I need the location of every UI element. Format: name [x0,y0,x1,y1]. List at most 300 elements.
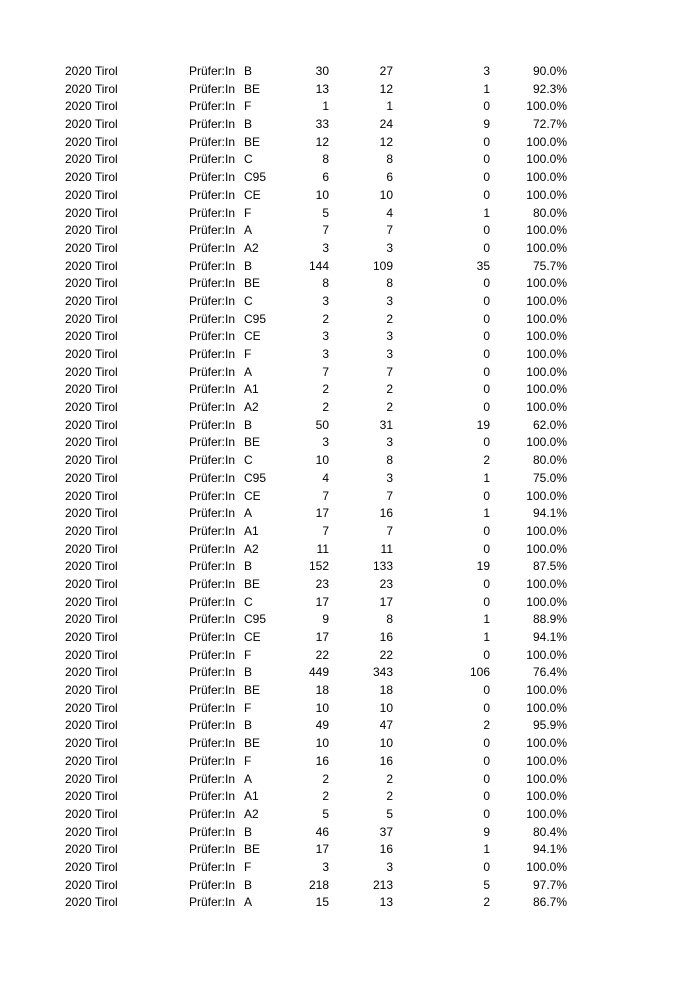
class-cell: BE [244,276,261,291]
rate-cell: 100.0% [526,806,567,821]
examiner-cell: Prüfer:In [189,152,236,167]
total-cell: 2 [322,382,329,397]
region-value: Tirol [94,117,118,132]
year-cell [65,222,118,240]
class-cell: C95 [244,612,267,627]
table-row [0,293,700,311]
table-row [0,381,700,399]
region-value: Tirol [94,877,118,892]
total-cell: 33 [315,117,329,132]
rate-cell: 94.1% [532,842,567,857]
rate-cell: 100.0% [526,293,567,308]
passed-cell: 3 [386,293,393,308]
total-cell: 2 [322,771,329,786]
year-cell [65,258,118,276]
year-value: 2020 [65,152,92,167]
rate-cell: 100.0% [526,170,567,185]
passed-cell: 47 [379,718,393,733]
class-cell: C [244,152,253,167]
failed-cell: 0 [483,134,490,149]
class-cell: B [244,718,253,733]
total-cell: 5 [322,806,329,821]
total-cell: 8 [322,152,329,167]
examiner-cell: Prüfer:In [189,81,236,96]
total-cell: 7 [322,523,329,538]
class-cell: F [244,859,252,874]
year-cell [65,98,118,116]
year-cell [65,629,118,647]
year-value: 2020 [65,240,92,255]
year-cell [65,611,118,629]
rate-cell: 100.0% [526,523,567,538]
examiner-cell: Prüfer:In [189,576,236,591]
class-cell: C [244,594,253,609]
passed-cell: 12 [379,134,393,149]
failed-cell: 5 [483,877,490,892]
table-row [0,169,700,187]
total-cell: 17 [315,630,329,644]
total-cell: 8 [322,276,329,291]
examiner-cell: Prüfer:In [189,718,236,733]
examiner-cell: Prüfer:In [189,559,236,574]
rate-cell: 100.0% [526,541,567,556]
class-cell: B [244,64,253,78]
failed-cell: 0 [483,329,490,344]
year-cell [65,346,118,364]
failed-cell: 35 [476,258,490,273]
passed-cell: 37 [379,824,393,839]
examiner-cell: Prüfer:In [189,293,236,308]
table-row [0,629,700,647]
rate-cell: 62.0% [532,417,567,432]
failed-cell: 2 [483,718,490,733]
total-cell: 2 [322,789,329,804]
failed-cell: 0 [483,400,490,415]
class-cell: C [244,293,253,308]
region-value: Tirol [94,771,118,786]
class-cell: C [244,453,253,468]
class-cell: F [244,347,252,361]
year-value: 2020 [65,683,92,698]
table-row [0,240,700,258]
examiner-cell: Prüfer:In [189,647,236,662]
examiner-cell: Prüfer:In [189,205,236,220]
year-cell [65,116,118,134]
passed-cell: 16 [379,506,393,521]
class-cell: F [244,700,252,715]
failed-cell: 2 [483,895,490,910]
year-cell [65,700,118,718]
examiner-cell: Prüfer:In [189,364,236,379]
rate-cell: 94.1% [532,630,567,644]
examiner-cell: Prüfer:In [189,877,236,892]
failed-cell: 0 [483,523,490,538]
region-value: Tirol [94,470,118,485]
passed-cell: 11 [380,541,393,556]
class-cell: F [244,205,252,220]
total-cell: 13 [315,81,329,96]
class-cell: BE [244,842,261,857]
year-value: 2020 [65,859,92,874]
year-value: 2020 [65,170,92,185]
total-cell: 17 [315,506,329,521]
failed-cell: 0 [483,311,490,326]
year-cell [65,576,118,594]
class-cell: CE [244,329,261,344]
year-cell [65,771,118,789]
class-cell: C95 [244,170,267,185]
failed-cell: 1 [483,842,490,857]
passed-cell: 3 [386,240,393,255]
year-cell [65,682,118,700]
class-cell: A1 [244,382,259,397]
total-cell: 22 [315,647,329,662]
class-cell: A1 [244,789,259,804]
class-cell: A2 [244,400,259,415]
region-value: Tirol [94,417,118,432]
region-value: Tirol [94,329,118,344]
region-value: Tirol [94,541,118,556]
total-cell: 144 [308,258,329,273]
region-value: Tirol [94,311,118,326]
year-value: 2020 [65,205,92,220]
failed-cell: 0 [483,647,490,662]
region-value: Tirol [94,152,118,167]
year-cell [65,594,118,612]
passed-cell: 13 [379,895,393,910]
year-cell [65,735,118,753]
region-value: Tirol [94,364,118,379]
passed-cell: 16 [379,753,393,768]
year-cell [65,187,118,205]
table-row [0,717,700,735]
failed-cell: 0 [483,187,490,202]
rate-cell: 100.0% [526,576,567,591]
region-value: Tirol [94,506,118,521]
failed-cell: 106 [469,665,490,680]
year-cell [65,293,118,311]
total-cell: 2 [322,400,329,415]
examiner-cell: Prüfer:In [189,859,236,874]
year-value: 2020 [65,347,92,361]
failed-cell: 0 [483,594,490,609]
examiner-cell: Prüfer:In [189,824,236,839]
rate-cell: 86.7% [532,895,567,910]
total-cell: 3 [322,347,329,361]
class-cell: A [244,364,253,379]
examiner-cell: Prüfer:In [189,117,236,132]
region-value: Tirol [94,842,118,857]
failed-cell: 0 [483,364,490,379]
failed-cell: 9 [483,824,490,839]
class-cell: BE [244,576,261,591]
failed-cell: 0 [483,789,490,804]
table-row [0,611,700,629]
year-value: 2020 [65,506,92,521]
year-value: 2020 [65,276,92,291]
failed-cell: 19 [476,417,490,432]
rate-cell: 100.0% [526,647,567,662]
year-value: 2020 [65,576,92,591]
rate-cell: 100.0% [526,240,567,255]
year-value: 2020 [65,700,92,715]
failed-cell: 1 [483,205,490,220]
passed-cell: 16 [379,630,393,644]
passed-cell: 24 [379,117,393,132]
year-cell [65,806,118,824]
table-row [0,311,700,329]
class-cell: CE [244,630,261,644]
class-cell: C95 [244,470,267,485]
passed-cell: 343 [372,665,393,680]
table-row [0,735,700,753]
year-cell [65,275,118,293]
table-row [0,346,700,364]
region-value: Tirol [94,559,118,574]
region-value: Tirol [94,523,118,538]
table-row [0,700,700,718]
class-cell: F [244,753,252,768]
rate-cell: 100.0% [526,134,567,149]
failed-cell: 0 [483,771,490,786]
failed-cell: 0 [483,753,490,768]
class-cell: B [244,877,253,892]
region-value: Tirol [94,205,118,220]
passed-cell: 5 [386,806,393,821]
total-cell: 152 [308,559,329,574]
year-cell [65,824,118,842]
passed-cell: 8 [386,612,393,627]
region-value: Tirol [94,806,118,821]
passed-cell: 3 [386,329,393,344]
year-cell [65,753,118,771]
examiner-cell: Prüfer:In [189,753,236,768]
examiner-cell: Prüfer:In [189,223,236,238]
total-cell: 10 [315,453,329,468]
table-row [0,488,700,506]
region-value: Tirol [94,453,118,468]
region-value: Tirol [94,736,118,751]
rate-cell: 100.0% [526,488,567,503]
table-row [0,682,700,700]
year-value: 2020 [65,134,92,149]
passed-cell: 10 [379,736,393,751]
class-cell: BE [244,134,261,149]
rate-cell: 100.0% [526,223,567,238]
region-value: Tirol [94,240,118,255]
table-row [0,470,700,488]
year-cell [65,81,118,99]
passed-cell: 213 [372,877,393,892]
total-cell: 15 [315,895,329,910]
total-cell: 2 [322,311,329,326]
rate-cell: 100.0% [526,311,567,326]
passed-cell: 3 [386,435,393,450]
passed-cell: 12 [379,81,393,96]
examiner-cell: Prüfer:In [189,382,236,397]
examiner-cell: Prüfer:In [189,895,236,910]
rate-cell: 80.4% [532,824,567,839]
table-row [0,134,700,152]
rate-cell: 97.7% [532,877,567,892]
rate-cell: 80.0% [532,205,567,220]
year-value: 2020 [65,736,92,751]
total-cell: 4 [322,470,329,485]
year-value: 2020 [65,647,92,662]
year-value: 2020 [65,842,92,857]
table-row [0,558,700,576]
passed-cell: 7 [386,523,393,538]
class-cell: A [244,895,253,910]
rate-cell: 100.0% [526,435,567,450]
region-value: Tirol [94,170,118,185]
region-value: Tirol [94,612,118,627]
examiner-cell: Prüfer:In [189,99,236,114]
total-cell: 49 [315,718,329,733]
examiner-cell: Prüfer:In [189,417,236,432]
year-cell [65,169,118,187]
rate-cell: 100.0% [526,753,567,768]
passed-cell: 7 [386,488,393,503]
year-value: 2020 [65,99,92,114]
table-row [0,859,700,877]
passed-cell: 31 [379,417,393,432]
passed-cell: 2 [386,400,393,415]
rate-cell: 100.0% [526,859,567,874]
class-cell: A1 [244,523,259,538]
total-cell: 17 [315,842,329,857]
examiner-cell: Prüfer:In [189,612,236,627]
examiner-cell: Prüfer:In [189,329,236,344]
passed-cell: 3 [386,470,393,485]
region-value: Tirol [94,824,118,839]
rate-cell: 87.5% [532,559,567,574]
year-value: 2020 [65,630,92,644]
failed-cell: 9 [483,117,490,132]
rate-cell: 100.0% [526,683,567,698]
class-cell: F [244,647,252,662]
year-value: 2020 [65,753,92,768]
total-cell: 6 [322,170,329,185]
table-row [0,505,700,523]
year-value: 2020 [65,718,92,733]
year-cell [65,664,118,682]
year-value: 2020 [65,223,92,238]
failed-cell: 0 [483,382,490,397]
year-cell [65,311,118,329]
year-value: 2020 [65,329,92,344]
rate-cell: 100.0% [526,347,567,361]
year-cell [65,134,118,152]
class-cell: B [244,665,253,680]
table-row [0,63,700,81]
year-value: 2020 [65,806,92,821]
table-row [0,116,700,134]
class-cell: BE [244,81,261,96]
year-cell [65,452,118,470]
rate-cell: 100.0% [526,329,567,344]
year-value: 2020 [65,594,92,609]
failed-cell: 0 [483,293,490,308]
table-row [0,399,700,417]
year-value: 2020 [65,293,92,308]
failed-cell: 1 [483,612,490,627]
year-cell [65,859,118,877]
table-row [0,753,700,771]
rate-cell: 90.0% [532,64,567,78]
year-value: 2020 [65,187,92,202]
rate-cell: 88.9% [532,612,567,627]
total-cell: 7 [322,488,329,503]
year-value: 2020 [65,877,92,892]
year-value: 2020 [65,64,92,78]
table-row [0,98,700,116]
rate-cell: 100.0% [526,400,567,415]
examiner-cell: Prüfer:In [189,258,236,273]
table-row [0,894,700,912]
region-value: Tirol [94,594,118,609]
table-row [0,788,700,806]
passed-cell: 6 [386,170,393,185]
passed-cell: 2 [386,771,393,786]
class-cell: C95 [244,311,267,326]
class-cell: BE [244,435,261,450]
region-value: Tirol [94,347,118,361]
examiner-cell: Prüfer:In [189,594,236,609]
total-cell: 46 [315,824,329,839]
rate-cell: 92.3% [532,81,567,96]
table-row [0,205,700,223]
table-row [0,452,700,470]
total-cell: 18 [315,683,329,698]
year-value: 2020 [65,400,92,415]
class-cell: A [244,223,253,238]
year-cell [65,399,118,417]
passed-cell: 10 [379,187,393,202]
passed-cell: 133 [372,559,393,574]
examiner-cell: Prüfer:In [189,470,236,485]
year-value: 2020 [65,470,92,485]
class-cell: CE [244,187,261,202]
total-cell: 3 [322,240,329,255]
rate-cell: 100.0% [526,152,567,167]
total-cell: 3 [322,859,329,874]
passed-cell: 3 [386,347,393,361]
table-row [0,275,700,293]
class-cell: A [244,506,253,521]
year-value: 2020 [65,789,92,804]
failed-cell: 0 [483,488,490,503]
examiner-cell: Prüfer:In [189,541,236,556]
examiner-cell: Prüfer:In [189,523,236,538]
data-table [0,63,700,912]
year-cell [65,488,118,506]
rate-cell: 75.7% [532,258,567,273]
failed-cell: 0 [483,152,490,167]
region-value: Tirol [94,753,118,768]
year-cell [65,541,118,559]
class-cell: B [244,417,253,432]
total-cell: 3 [322,435,329,450]
year-cell [65,63,118,81]
total-cell: 30 [315,64,329,78]
year-value: 2020 [65,117,92,132]
rate-cell: 100.0% [526,382,567,397]
passed-cell: 17 [379,594,393,609]
region-value: Tirol [94,258,118,273]
failed-cell: 1 [483,630,490,644]
failed-cell: 0 [483,435,490,450]
